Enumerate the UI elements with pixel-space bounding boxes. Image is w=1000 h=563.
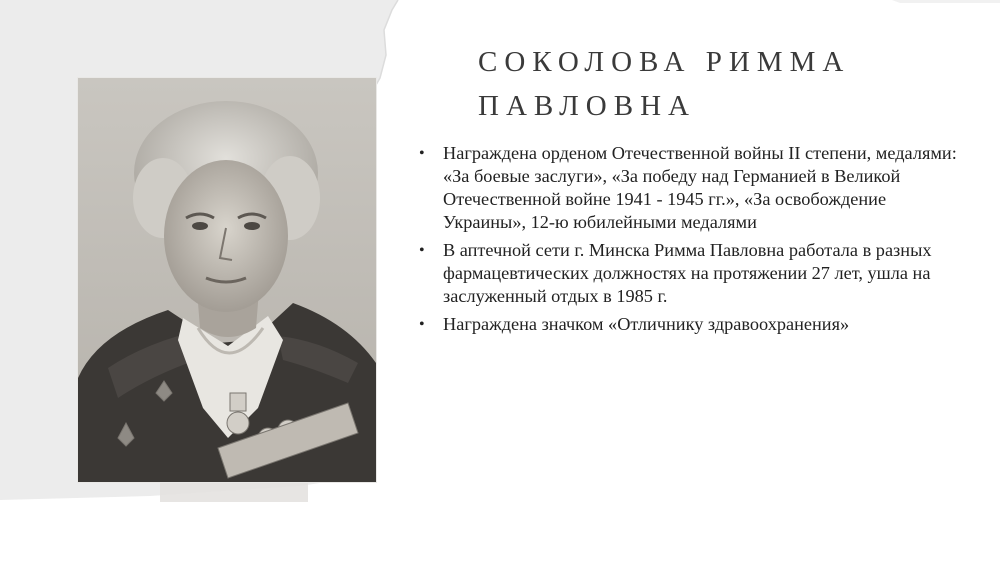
bullet-text: Награждена значком «Отличнику здравоохранения» <box>443 314 850 334</box>
bullet-dot-icon: • <box>419 316 425 333</box>
bullet-list <box>413 142 973 341</box>
bullet-item-career <box>413 239 973 308</box>
bullet-dot-icon: • <box>419 242 425 259</box>
title-line-1: СОКОЛОВА РИММА <box>478 46 851 78</box>
bullet-item-awards <box>413 142 973 234</box>
bullet-text: Награждена орденом Отечественной войны II степени, медалями: «За боевые заслуги», «За победу над Германией в Великой Отечественной войне 1941 - 1945 гг.», «За освобождение Украины», 12-ю юбилейными медалями <box>443 143 957 232</box>
slide-title <box>478 40 958 128</box>
portrait-photo-image <box>78 78 376 482</box>
portrait-photo <box>78 78 376 482</box>
bullet-item-badge <box>413 313 973 336</box>
bullet-dot-icon: • <box>419 145 425 162</box>
bullet-text: В аптечной сети г. Минска Римма Павловна работала в разных фармацевтических должностях на протяжении 27 лет, ушла на заслуженный отдых в 1985 г. <box>443 240 932 306</box>
title-line-2: ПАВЛОВНА <box>478 90 696 122</box>
